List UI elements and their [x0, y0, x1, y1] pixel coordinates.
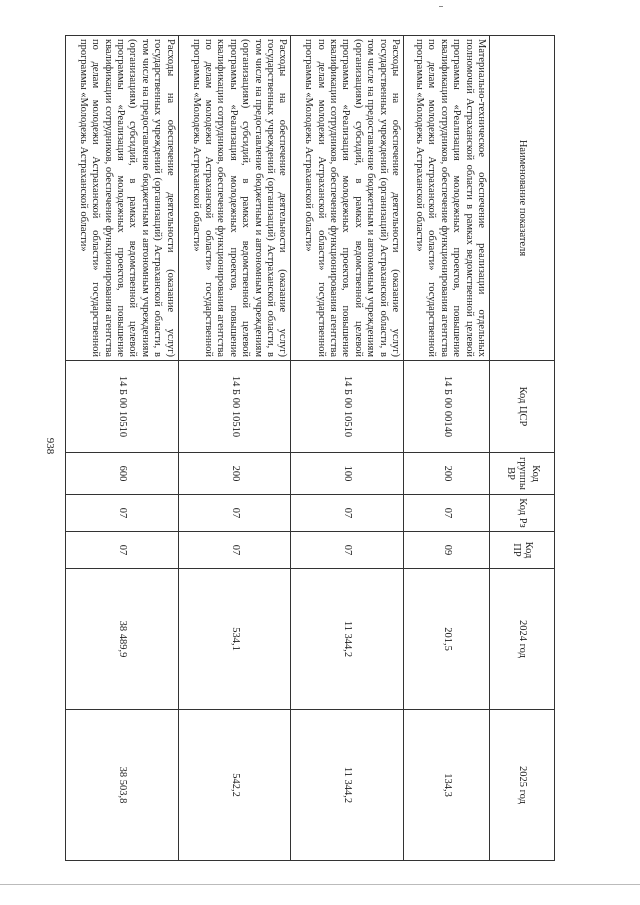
table-row: [404, 36, 490, 861]
row-csr: 14 Б 00 00140: [404, 361, 490, 453]
header-name: Наименование показателя: [490, 36, 555, 361]
row-2024: 11 344,2: [291, 569, 404, 710]
row-vr: 600: [66, 453, 179, 495]
row-name: Материально-техническое обеспечение реализации отдельных полномочий Астраханской области в рамках ведомственной целевой программы «Реализация молодежных проектов, повышение квалификации сотрудников, обеспечение функционирования агентства по делам молодежи Астраханской области» государственной программы «Молодежь Астраханской области»: [404, 36, 490, 361]
row-rz: 07: [66, 495, 179, 532]
row-name: Расходы на обеспечение деятельности (оказание услуг) государственных учреждений (организаций) Астраханской области, в том числе на предоставление бюджетным и автономным учреждениям (организациям) субсидий, в рамках ведомственной целевой программы «Реализация молодежных проектов, повышение квалификации сотрудников, обеспечение функционирования агентства по делам молодежи Астраханской области» государственной программы «Молодежь Астраханской области»: [291, 36, 404, 361]
budget-table-rotated: [65, 35, 555, 860]
row-rz: 07: [404, 495, 490, 532]
row-name: Расходы на обеспечение деятельности (оказание услуг) государственных учреждений (организаций) Астраханской области, в том числе на предоставление бюджетным и автономным учреждениям (организациям) субсидий, в рамках ведомственной целевой программы «Реализация молодежных проектов, повышение квалификации сотрудников, обеспечение функционирования агентства по делам молодежи Астраханской области» государственной программы «Молодежь Астраханской области»: [178, 36, 291, 361]
page-number: 938: [44, 437, 56, 455]
row-pr: 07: [178, 532, 291, 569]
row-name: Расходы на обеспечение деятельности (оказание услуг) государственных учреждений (организаций) Астраханской области, в том числе на предоставление бюджетным и автономным учреждениям (организациям) субсидий, в рамках ведомственной целевой программы «Реализация молодежных проектов, повышение квалификации сотрудников, обеспечение функционирования агентства по делам молодежи Астраханской области» государственной программы «Молодежь Астраханской области»: [66, 36, 179, 361]
row-2024: 38 489,9: [66, 569, 179, 710]
row-vr: 200: [178, 453, 291, 495]
row-rz: 07: [291, 495, 404, 532]
header-csr: Код ЦСР: [490, 361, 555, 453]
budget-table: [65, 35, 555, 861]
row-2024: 534,1: [178, 569, 291, 710]
row-csr: 14 Б 00 10510: [66, 361, 179, 453]
row-2025: 134,3: [404, 710, 490, 861]
table-row: [291, 36, 404, 861]
row-vr: 200: [404, 453, 490, 495]
row-vr: 100: [291, 453, 404, 495]
header-pr: Код ПР: [490, 532, 555, 569]
header-rz: Код Рз: [490, 495, 555, 532]
row-2025: 542,2: [178, 710, 291, 861]
table-row: [178, 36, 291, 861]
row-2025: 11 344,2: [291, 710, 404, 861]
header-vr: Код группы ВР: [490, 453, 555, 495]
row-csr: 14 Б 00 10510: [291, 361, 404, 453]
row-pr: 09: [404, 532, 490, 569]
header-2025: 2025 год: [490, 710, 555, 861]
row-2025: 38 503,8: [66, 710, 179, 861]
table-header-row: [490, 36, 555, 861]
row-rz: 07: [178, 495, 291, 532]
row-pr: 07: [291, 532, 404, 569]
table-row: [66, 36, 179, 861]
scan-mark: [439, 6, 443, 7]
row-pr: 07: [66, 532, 179, 569]
row-csr: 14 Б 00 10510: [178, 361, 291, 453]
header-2024: 2024 год: [490, 569, 555, 710]
scan-edge-line: [0, 884, 640, 885]
row-2024: 201,5: [404, 569, 490, 710]
